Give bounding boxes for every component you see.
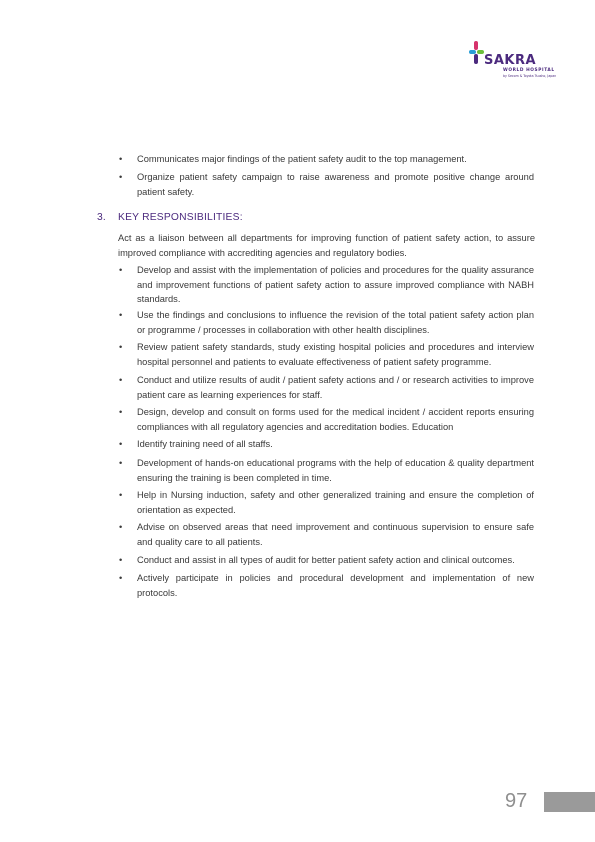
sakra-cross-icon	[469, 41, 485, 65]
list-item: • Actively participate in policies and procedural development and implementation of new protocols.	[137, 571, 534, 600]
logo-name: SAKRA	[484, 53, 537, 68]
sakra-logo	[469, 41, 557, 81]
list-item: • Conduct and utilize results of audit / patient safety actions and / or research activities to improve patient care as learning experiences for staff.	[137, 373, 534, 402]
section-number: 3.	[97, 212, 106, 223]
list-item: • Review patient safety standards, study existing hospital policies and procedures and interview hospital personnel and patients to evaluate effectiveness of patient safety programme.	[137, 340, 534, 369]
list-item: • Develop and assist with the implementation of policies and procedures for the quality assurance and improvement functions of patient safety action to assure improved compliance with NABH standards.	[137, 263, 534, 307]
list-item: • Communicates major findings of the patient safety audit to the top management.	[137, 152, 534, 167]
list-item: • Advise on observed areas that need improvement and continuous supervision to ensure safe and quality care to all patients.	[137, 520, 534, 549]
logo-tagline: by Secom & Toyota Tsusho, Japan	[503, 74, 557, 78]
page-number-bar	[544, 792, 595, 812]
logo-subtitle: WORLD HOSPITAL	[503, 68, 555, 73]
list-item: • Design, develop and consult on forms used for the medical incident / accident reports ensuring compliances with all regulatory agencies and accreditation bodies. Education	[137, 405, 534, 434]
list-item: • Organize patient safety campaign to raise awareness and promote positive change around patient safety.	[137, 170, 534, 199]
list-item: • Help in Nursing induction, safety and other generalized training and ensure the completion of orientation as expected.	[137, 488, 534, 517]
list-item: • Conduct and assist in all types of audit for better patient safety action and clinical outcomes.	[137, 553, 534, 568]
section-intro: Act as a liaison between all departments for improving function of patient safety action, to assure improved compliance with accrediting agencies and regulatory bodies.	[118, 233, 535, 258]
list-item: • Development of hands-on educational programs with the help of education & quality department ensuring the training is been completed in time.	[137, 456, 534, 485]
list-item: • Use the findings and conclusions to influence the revision of the total patient safety action plan or programme / processes in collaboration with other health disciplines.	[137, 308, 534, 337]
page-number: 97	[505, 790, 528, 812]
list-item: • Identify training need of all staffs.	[137, 437, 534, 452]
section-heading	[97, 211, 537, 225]
section-title: KEY RESPONSIBILITIES:	[118, 212, 243, 223]
